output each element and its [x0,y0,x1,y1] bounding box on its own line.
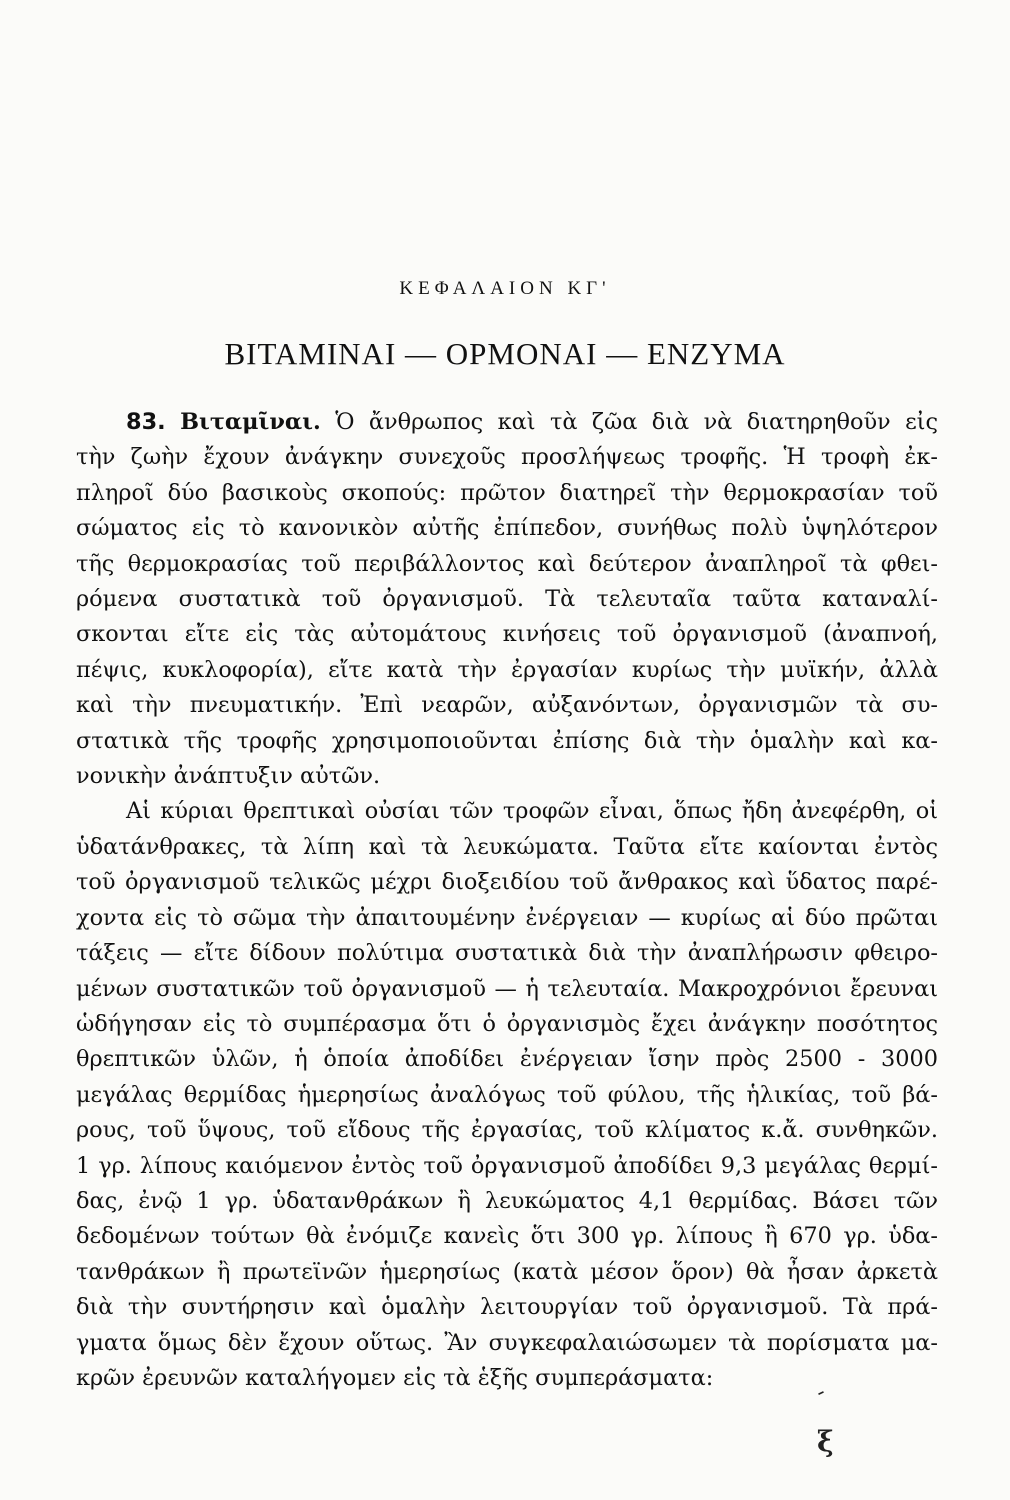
body-text [76,405,938,1396]
text-line: Αἱ κύριαι θρεπτικαὶ οὐσίαι τῶν τροφῶν εἶναι, ὅπως ἤδη ἀνεφέρθη, οἱ [126,798,938,825]
text-line: δεδομένων τούτων θὰ ἐνόμιζε κανεὶς ὅτι 300 γρ. λίπους ἢ 670 γρ. ὑδα- [76,1223,938,1250]
text-line: ρόμενα συστατικὰ τοῦ ὀργανισμοῦ. Τὰ τελευταῖα ταῦτα καταναλί- [76,586,938,613]
text-line: διὰ τὴν συντήρησιν καὶ ὁμαλὴν λειτουργίαν τοῦ ὀργανισμοῦ. Τὰ πρά- [76,1294,938,1321]
text-line: μεγάλας θερμίδας ἡμερησίως ἀναλόγως τοῦ φύλου, τῆς ἡλικίας, τοῦ βά- [76,1081,938,1108]
text-line: μένων συστατικῶν τοῦ ὀργανισμοῦ — ἡ τελευταία. Μακροχρόνιοι ἔρευναι [76,975,938,1002]
chapter-label: ΚΕΦΑΛΑΙΟΝ ΚΓ' [399,278,611,299]
text-line: τάξεις — εἴτε δίδουν πολύτιμα συστατικὰ διὰ τὴν ἀναπλήρωσιν φθειρο- [76,940,938,967]
text-line: καὶ τὴν πνευματικήν. Ἐπὶ νεαρῶν, αὐξανόντων, ὀργανισμῶν τὰ συ- [76,692,938,719]
text-line: πληροῖ δύο βασικοὺς σκοπούς: πρῶτον διατηρεῖ τὴν θερμοκρασίαν τοῦ [76,479,938,506]
paragraph-1 [76,440,938,794]
text-line: χοντα εἰς τὸ σῶμα τὴν ἀπαιτουμένην ἐνέργειαν — κυρίως αἱ δύο πρῶται [76,904,938,931]
text-line: τοῦ ὀργανισμοῦ τελικῶς μέχρι διοξειδίου τοῦ ἄνθρακος καὶ ὕδατος παρέ- [76,869,938,896]
section-heading: Βιταμῖναι. [180,409,321,435]
text-line: θρεπτικῶν ὑλῶν, ἡ ὁποία ἀποδίδει ἐνέργειαν ἴσην πρὸς 2500 - 3000 [76,1046,938,1073]
text-line: 1 γρ. λίπους καιόμενον ἐντὸς τοῦ ὀργανισμοῦ ἀποδίδει 9,3 μεγάλας θερμί- [76,1152,938,1179]
text-line: ρους, τοῦ ὕψους, τοῦ εἴδους τῆς ἐργασίας, τοῦ κλίματος κ.ἄ. συνθηκῶν. [76,1117,938,1144]
text-line: κρῶν ἐρευνῶν καταλήγομεν εἰς τὰ ἑξῆς συμπεράσματα: [76,1364,714,1391]
text-line: πέψις, κυκλοφορία), εἴτε κατὰ τὴν ἐργασίαν κυρίως τὴν μυϊκήν, ἀλλὰ [76,656,938,683]
text-line: τανθράκων ἢ πρωτεϊνῶν ἡμερησίως (κατὰ μέσον ὅρον) θὰ ἦσαν ἀρκετὰ [76,1258,938,1285]
text-line: στατικὰ τῆς τροφῆς χρησιμοποιοῦνται ἐπίσης διὰ τὴν ὁμαλὴν καὶ κα- [76,727,938,754]
text-line: σώματος εἰς τὸ κανονικὸν αὐτῆς ἐπίπεδον, συνήθως πολὺ ὑψηλότερον [76,515,938,542]
section-first-line [76,405,938,440]
text-line: γματα ὅμως δὲν ἔχουν οὕτως. Ἂν συγκεφαλαιώσωμεν τὰ πορίσματα μα- [76,1329,938,1356]
text-line: ὡδήγησαν εἰς τὸ συμπέρασμα ὅτι ὁ ὀργανισμὸς ἔχει ἀνάγκην ποσότητος [76,1010,938,1037]
section-first-line-text: Ὁ ἄνθρωπος καὶ τὰ ζῶα διὰ νὰ διατηρηθοῦν εἰς [335,409,938,435]
text-line: δας, ἐνῷ 1 γρ. ὑδατανθράκων ἢ λευκώματος 4,1 θερμίδας. Βάσει τῶν [76,1187,938,1214]
margin-mark: ‐ [812,1379,830,1406]
text-line: τῆς θερμοκρασίας τοῦ περιβάλλοντος καὶ δεύτερον ἀναπληροῖ τὰ φθει- [76,550,938,577]
text-line: τὴν ζωὴν ἔχουν ἀνάγκην συνεχοῦς προσλήψεως τροφῆς. Ἡ τροφὴ ἐκ- [76,444,938,471]
text-line: νονικὴν ἀνάπτυξιν αὐτῶν. [76,763,381,790]
chapter-title: ΒΙΤΑΜΙΝΑΙ — ΟΡΜΟΝΑΙ — ΕΝΖΥΜΑ [224,336,786,371]
section-number: 83. [126,409,166,435]
text-line: σκονται εἴτε εἰς τὰς αὐτομάτους κινήσεις τοῦ ὀργανισμοῦ (ἀναπνοή, [76,621,938,648]
printer-mark: ξ [817,1425,834,1458]
paragraph-2 [76,794,938,1396]
text-line: ὑδατάνθρακες, τὰ λίπη καὶ τὰ λευκώματα. Ταῦτα εἴτε καίονται ἐντὸς [76,833,938,860]
